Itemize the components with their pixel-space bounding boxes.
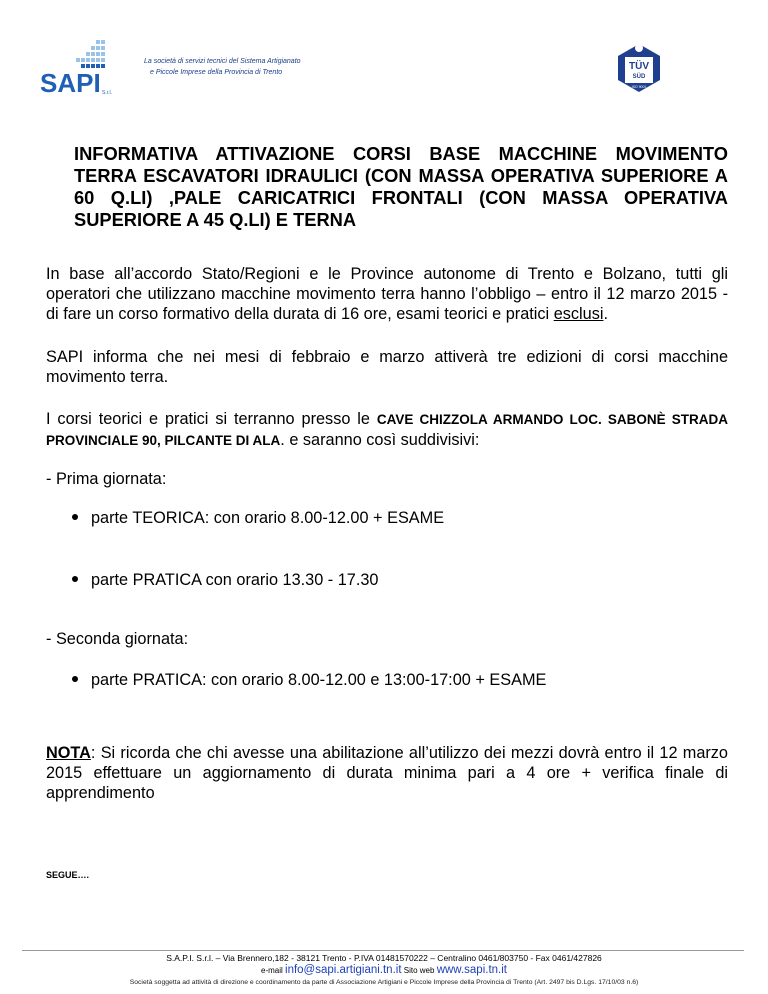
footer-legal-note: Società soggetta ad attività di direzione e coordinamento da parte di Associazione Artigiani e Piccole Imprese della Provincia di Trento (Art. 2497 bis D.Lgs. 17/10/03 n.6) [129, 979, 639, 986]
list-item-text: parte PRATICA: con orario 8.00-12.00 e 13:00-17:00 + ESAME [91, 671, 547, 689]
day1-label: - Prima giornata: [46, 470, 167, 488]
logo-suffix: S.r.l. [102, 90, 113, 96]
day2-label: - Seconda giornata: [46, 630, 189, 648]
footer-contacts [0, 964, 768, 976]
logo-text: SAPI [40, 68, 101, 98]
list-item [72, 570, 379, 590]
cert-text: TÜV [629, 61, 649, 72]
excluded-word: esclusi [553, 305, 604, 323]
sapi-logo [40, 36, 113, 98]
paragraph-obligation-text: In base all’accordo Stato/Regioni e le Province autonome di Trento e Bolzano, tutti gli operatori che utilizzano macchine movimento terra hanno l’obbligo – entro il 12 marzo 2015 - di fare un corso formativo della durata di 16 ore, esami teorici e pratici [46, 265, 728, 323]
tuv-certification-icon [614, 42, 664, 94]
note-paragraph [46, 743, 728, 803]
bullet-icon [72, 514, 78, 520]
paragraph-obligation-end: . [603, 305, 608, 323]
cert-sub: SÜD [632, 74, 646, 80]
web-label: Sito web [403, 966, 435, 975]
list-item [72, 508, 444, 528]
cert-small: ISO 9001 [631, 85, 647, 89]
bullet-icon [72, 676, 78, 682]
paragraph-announcement: SAPI informa che nei mesi di febbraio e marzo attiverà tre edizioni di corsi macchine movimento terra. [46, 348, 728, 386]
paragraph-obligation [46, 264, 728, 324]
document-title: INFORMATIVA ATTIVAZIONE CORSI BASE MACCHINE MOVIMENTO TERRA ESCAVATORI IDRAULICI (CON MASSA OPERATIVA SUPERIORE A 60 Q.LI) ,PALE CARICATRICI FRONTALI (CON MASSA OPERATIVA SUPERIORE A 45 Q.LI) E TERNA [74, 143, 728, 230]
footer-divider [22, 950, 744, 951]
note-label: NOTA [46, 744, 91, 762]
tagline [144, 56, 301, 78]
tagline-line1: La società di servizi tecnici del Sistema Artigianato [144, 58, 301, 65]
list-item-text: parte TEORICA: con orario 8.00-12.00 + ESAME [91, 509, 445, 527]
note-text: : Si ricorda che chi avesse una abilitazione all’utilizzo dei mezzi dovrà entro il 12 marzo 2015 effettuare un aggiornamento di durata minima pari a 4 ore + verifica finale di apprendimento [46, 744, 728, 802]
location-intro: I corsi teorici e pratici si terranno presso le [46, 410, 377, 428]
website-link[interactable]: www.sapi.tn.it [436, 964, 507, 976]
continued-marker: SEGUE…. [46, 870, 90, 880]
email-link[interactable]: info@sapi.artigiani.tn.it [285, 964, 402, 976]
email-label: e-mail [261, 966, 283, 975]
footer-company-info: S.A.P.I. S.r.l. – Via Brennero,182 - 38121 Trento - P.IVA 01481570222 – Centralino 0461/803750 - Fax 0461/427826 [166, 953, 602, 963]
paragraph-location [46, 409, 728, 451]
tagline-line2: e Piccole Imprese della Provincia di Trento [150, 69, 283, 76]
location-outro: . e saranno così suddivisivi: [280, 431, 480, 449]
bullet-icon [72, 576, 78, 582]
list-item [72, 670, 546, 690]
list-item-text: parte PRATICA con orario 13.30 - 17.30 [91, 571, 379, 589]
location-name: CAVE CHIZZOLA ARMANDO LOC. SABONÈ STRADA PROVINCIALE 90, PILCANTE DI ALA [46, 412, 728, 448]
